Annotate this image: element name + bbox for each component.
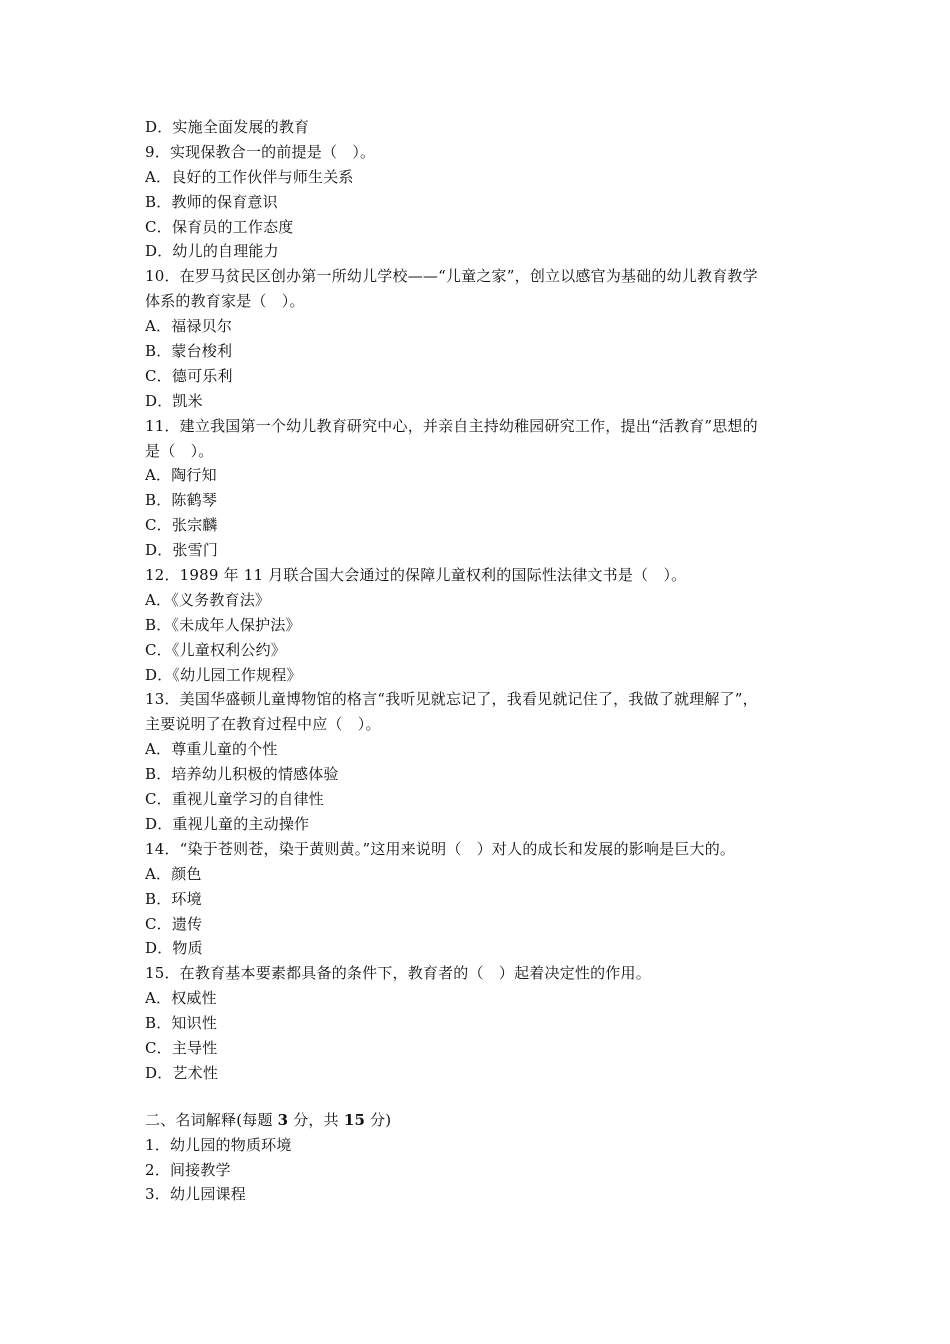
option-line: A．《义务教育法》 [145, 590, 271, 609]
question-11-line: 11．建立我国第一个幼儿教育研究中心，并亲自主持幼稚园研究工作，提出“活教育”思想的 [145, 416, 758, 435]
section-2-total: 15 [343, 1110, 366, 1129]
question-14-line: 14．“染于苍则苍，染于黄则黄。”这用来说明（ ）对人的成长和发展的影响是巨大的。 [145, 839, 736, 858]
option-line: C．遗传 [145, 914, 203, 933]
section-spacer [145, 1086, 815, 1108]
question-block-part1 [145, 115, 815, 1086]
exam-content [145, 115, 815, 1207]
option-line: B．《未成年人保护法》 [145, 615, 301, 634]
section-2-score: 3 [277, 1110, 289, 1129]
option-line: D．实施全面发展的教育 [145, 118, 310, 136]
option-line: C．保育员的工作态度 [145, 217, 294, 236]
option-line: B．培养幼儿积极的情感体验 [145, 765, 339, 784]
option-line: D．《幼儿园工作规程》 [145, 665, 302, 684]
option-line: D．张雪门 [145, 541, 219, 560]
term-item: 2．间接教学 [145, 1160, 231, 1179]
option-line: D．艺术性 [145, 1063, 219, 1082]
option-line: C．主导性 [145, 1038, 218, 1057]
question-block-part2 [145, 1133, 815, 1208]
question-15-line: 15．在教育基本要素都具备的条件下，教育者的（ ）起着决定性的作用。 [145, 964, 651, 983]
option-line: C．德可乐利 [145, 366, 233, 385]
question-12-line: 12．1989 年 11 月联合国大会通过的保障儿童权利的国际性法律文书是（ ）。 [145, 566, 687, 585]
option-line: A．颜色 [145, 864, 202, 883]
option-line: B．陈鹤琴 [145, 491, 218, 510]
section-2-title [145, 1108, 815, 1133]
option-line: D．物质 [145, 939, 203, 958]
question-10-line: 10．在罗马贫民区创办第一所幼儿学校——“儿童之家”，创立以感官为基础的幼儿教育教学 [145, 267, 758, 286]
section-2-prefix: 二、名词解释(每题 [145, 1110, 278, 1129]
section-2-suffix: 分) [365, 1110, 392, 1129]
option-line: B．蒙台梭利 [145, 342, 233, 361]
term-item: 3．幼儿园课程 [145, 1185, 246, 1204]
option-line: A．陶行知 [145, 466, 217, 485]
question-10-line-cont: 体系的教育家是（ ）。 [145, 292, 305, 311]
option-line: C．张宗麟 [145, 516, 218, 535]
option-line: C．《儿童权利公约》 [145, 640, 286, 659]
question-11-line-cont: 是（ ）。 [145, 441, 214, 460]
option-line: A．福禄贝尔 [145, 317, 233, 336]
question-13-line-cont: 主要说明了在教育过程中应（ ）。 [145, 715, 381, 734]
option-line: A．权威性 [145, 989, 217, 1008]
option-line: D．重视儿童的主动操作 [145, 814, 310, 833]
option-line: A．良好的工作伙伴与师生关系 [145, 167, 354, 186]
term-item: 1．幼儿园的物质环境 [145, 1135, 292, 1154]
option-line: C．重视儿童学习的自律性 [145, 790, 324, 809]
question-9-line: 9．实现保教合一的前提是（ ）。 [145, 142, 376, 161]
question-13-line: 13．美国华盛顿儿童博物馆的格言“我听见就忘记了，我看见就记住了，我做了就理解了”， [145, 690, 758, 709]
option-line: B．教师的保育意识 [145, 192, 278, 211]
option-line: B．环境 [145, 889, 202, 908]
option-line: B．知识性 [145, 1014, 218, 1033]
option-line: D．凯米 [145, 391, 203, 410]
option-line: D．幼儿的自理能力 [145, 242, 279, 261]
option-line: A．尊重儿童的个性 [145, 740, 278, 759]
section-2-middle: 分，共 [288, 1110, 344, 1129]
